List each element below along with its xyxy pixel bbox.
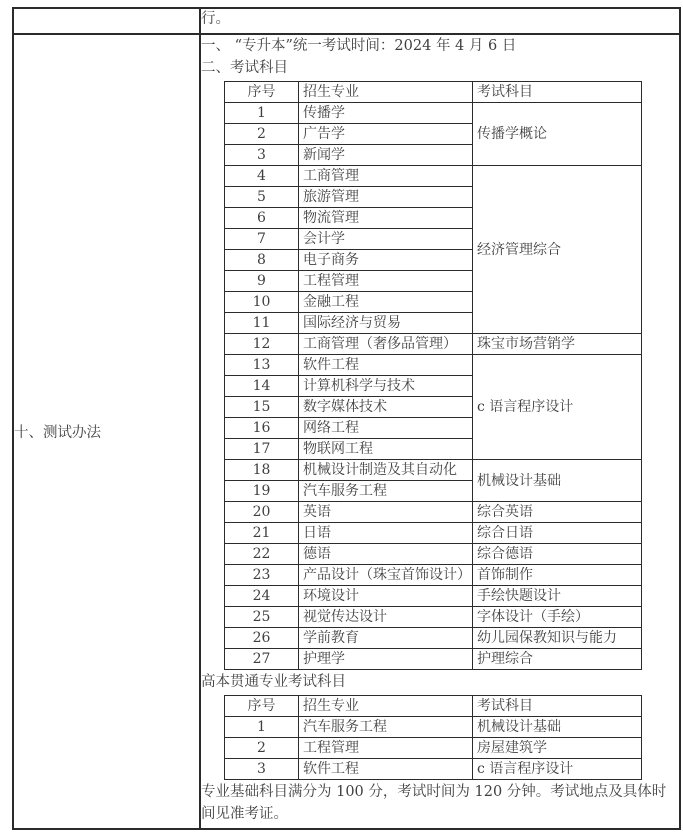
row-number-cell: 17 [225, 439, 299, 460]
row-number-cell: 8 [225, 250, 299, 271]
major-cell: 视觉传达设计 [299, 607, 473, 628]
row-number-cell: 9 [225, 271, 299, 292]
subject-cell: 字体设计（手绘） [473, 607, 642, 628]
table-row [225, 460, 642, 481]
table-row [225, 607, 642, 628]
subject-cell: 护理综合 [473, 649, 642, 670]
row-number-cell: 27 [225, 649, 299, 670]
row-number-cell: 5 [225, 187, 299, 208]
major-cell: 物联网工程 [299, 439, 473, 460]
row-number-cell: 7 [225, 229, 299, 250]
major-cell: 新闻学 [299, 145, 473, 166]
major-cell: 金融工程 [299, 292, 473, 313]
content-cell [200, 34, 680, 829]
major-cell: 机械设计制造及其自动化 [299, 460, 473, 481]
col-header-subject: 考试科目 [473, 82, 642, 103]
major-cell: 工商管理（奢侈品管理） [299, 334, 473, 355]
major-cell: 工商管理 [299, 166, 473, 187]
table-row [225, 334, 642, 355]
table-row [225, 544, 642, 565]
subject-cell: 幼儿园保教知识与能力 [473, 628, 642, 649]
exam-subjects-heading: 二、考试科目 [201, 60, 288, 76]
major-cell: 网络工程 [299, 418, 473, 439]
exam-subjects-table [224, 81, 642, 670]
subject-cell: c 语言程序设计 [473, 759, 642, 780]
row-number-cell: 3 [225, 145, 299, 166]
row-number-cell: 12 [225, 334, 299, 355]
major-cell: 传播学 [299, 103, 473, 124]
row-number-cell: 3 [225, 759, 299, 780]
row-number-cell: 2 [225, 124, 299, 145]
row-number-cell: 14 [225, 376, 299, 397]
table-row [225, 103, 642, 124]
left-column-empty-cell [13, 8, 200, 34]
major-cell: 汽车服务工程 [299, 481, 473, 502]
major-cell: 工程管理 [299, 738, 473, 759]
exam-time-line: 一、 “专升本”统一考试时间：2024 年 4 月 6 日 [201, 38, 517, 54]
through-train-table-body [225, 717, 642, 780]
row-number-cell: 10 [225, 292, 299, 313]
table-row [225, 166, 642, 187]
major-cell: 软件工程 [299, 355, 473, 376]
table-row [225, 502, 642, 523]
row-number-cell: 23 [225, 565, 299, 586]
subject-cell: 综合英语 [473, 502, 642, 523]
continuation-row [13, 8, 680, 34]
section-label-cell [13, 34, 200, 829]
major-cell: 护理学 [299, 649, 473, 670]
row-number-cell: 1 [225, 103, 299, 124]
subject-cell: 综合日语 [473, 523, 642, 544]
row-number-cell: 1 [225, 717, 299, 738]
major-cell: 产品设计（珠宝首饰设计） [299, 565, 473, 586]
table-row [225, 586, 642, 607]
table-header-row [225, 696, 642, 717]
row-number-cell: 24 [225, 586, 299, 607]
table-row [225, 355, 642, 376]
col-header-no: 序号 [225, 696, 299, 717]
major-cell: 英语 [299, 502, 473, 523]
major-cell: 德语 [299, 544, 473, 565]
row-number-cell: 20 [225, 502, 299, 523]
subject-cell: 珠宝市场营销学 [473, 334, 642, 355]
row-number-cell: 6 [225, 208, 299, 229]
row-number-cell: 19 [225, 481, 299, 502]
subject-cell: 传播学概论 [473, 103, 642, 166]
row-number-cell: 25 [225, 607, 299, 628]
row-number-cell: 13 [225, 355, 299, 376]
section2-title: 高本贯通专业考试科目 [201, 674, 346, 690]
major-cell: 软件工程 [299, 759, 473, 780]
major-cell: 物流管理 [299, 208, 473, 229]
major-cell: 会计学 [299, 229, 473, 250]
major-cell: 学前教育 [299, 628, 473, 649]
table-row [225, 649, 642, 670]
subject-cell: 房屋建筑学 [473, 738, 642, 759]
row-number-cell: 22 [225, 544, 299, 565]
row-number-cell: 21 [225, 523, 299, 544]
subject-cell: 手绘快题设计 [473, 586, 642, 607]
document-table [12, 7, 681, 830]
through-train-subjects-table [224, 695, 642, 780]
col-header-major: 招生专业 [299, 696, 473, 717]
subject-cell: 经济管理综合 [473, 166, 642, 334]
table-row [225, 717, 642, 738]
major-cell: 工程管理 [299, 271, 473, 292]
main-row [13, 34, 680, 829]
table-row [225, 628, 642, 649]
continuation-text: 行。 [201, 11, 230, 27]
subject-cell: 机械设计基础 [473, 460, 642, 502]
row-number-cell: 16 [225, 418, 299, 439]
table-row [225, 759, 642, 780]
row-number-cell: 11 [225, 313, 299, 334]
table-header-row [225, 82, 642, 103]
table-row [225, 523, 642, 544]
major-cell: 计算机科学与技术 [299, 376, 473, 397]
major-cell: 日语 [299, 523, 473, 544]
subject-cell: 机械设计基础 [473, 717, 642, 738]
table-row [225, 565, 642, 586]
row-number-cell: 15 [225, 397, 299, 418]
row-number-cell: 26 [225, 628, 299, 649]
col-header-major: 招生专业 [299, 82, 473, 103]
major-cell: 数字媒体技术 [299, 397, 473, 418]
col-header-subject: 考试科目 [473, 696, 642, 717]
subject-cell: 综合德语 [473, 544, 642, 565]
exam-subjects-table-body [225, 103, 642, 670]
subject-cell: c 语言程序设计 [473, 355, 642, 460]
col-header-no: 序号 [225, 82, 299, 103]
row-number-cell: 2 [225, 738, 299, 759]
major-cell: 旅游管理 [299, 187, 473, 208]
row-number-cell: 4 [225, 166, 299, 187]
major-cell: 国际经济与贸易 [299, 313, 473, 334]
major-cell: 广告学 [299, 124, 473, 145]
row-number-cell: 18 [225, 460, 299, 481]
section-label: 十、测试办法 [14, 425, 101, 441]
continuation-cell [200, 8, 680, 34]
table-row [225, 738, 642, 759]
major-cell: 电子商务 [299, 250, 473, 271]
footer-note: 专业基础科目满分为 100 分，考试时间为 120 分钟。考试地点及具体时间见准考证。 [201, 784, 667, 822]
subject-cell: 首饰制作 [473, 565, 642, 586]
major-cell: 汽车服务工程 [299, 717, 473, 738]
major-cell: 环境设计 [299, 586, 473, 607]
